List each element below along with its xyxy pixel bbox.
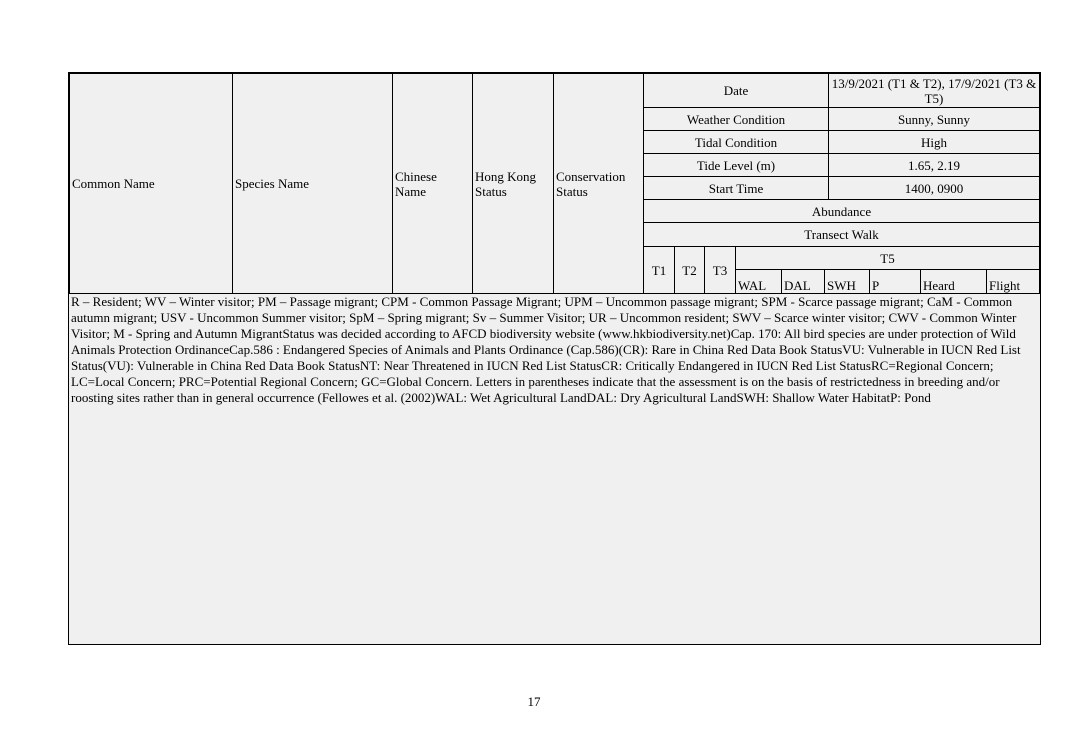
t5-sub-heard [920,269,987,294]
table-footnotes: R – Resident; WV – Winter visitor; PM – Passage migrant; CPM - Common Passage Migrant; UPM – Uncommon passage migrant; SPM - Scarce passage migrant; CaM - Common autumn migrant; USV - Uncommon Summer visitor; SpM – Spring migrant; Sv – Summer Visitor; UR – Uncommon resident; SWV – Scarce winter visitor; CWV - Common Winter Visitor; M - Spring and Autumn MigrantStatus was decided according to AFCD biodiversity website (www.hkbiodiversity.net)Cap. 170: All bird species are under protection of Wild Animals Protection OrdinanceCap.586 : Endangered Species of Animals and Plants Ordinance (Cap.586)(CR): Rare in China Red Data Book StatusVU: Vulnerable in IUCN Red List Status(VU): Vulnerable in China Red Data Book StatusNT: Near Threatened in IUCN Red List StatusCR: Critically Endangered in IUCN Red List StatusRC=Regional Concern; LC=Local Concern; PRC=Potential Regional Concern; GC=Global Concern. Letters in parentheses indicate that the assessment is on the basis of restrictedness in breeding and/or roosting sites rather than in general occurrence (Fellowes et al. (2002)WAL: Wet Agricultural LandDAL: Dry Agricultural LandSWH: Shallow Water HabitatP: Pond [71,294,1021,405]
bird-survey-table [68,72,1041,645]
t5-sub-swh [824,269,870,294]
header-chinese-name-text: Chinese Name [395,168,437,199]
info-label-tidal-text: Tidal Condition [694,134,778,150]
header-common-name-text: Common Name [72,176,155,191]
header-hk-status-text: Hong Kong Status [475,168,537,199]
header-species-name [232,73,393,294]
info-label-tide-level-text: Tide Level (m) [696,157,776,173]
t5-sub-dal [781,269,825,294]
t5-sub-p [869,269,921,294]
abundance-header-text: Abundance [811,203,872,219]
header-conservation-status-text: Conservation Status [556,168,626,199]
info-label-weather [643,107,829,131]
info-value-start-time-text: 1400, 0900 [904,180,964,196]
t5-sub-p-text: P [872,278,880,293]
transect-walk-header [643,222,1040,247]
transect-walk-header-text: Transect Walk [804,227,879,242]
abundance-header [643,199,1040,223]
info-label-date [643,73,829,108]
info-value-tidal-text: High [921,134,947,150]
header-species-name-text: Species Name [235,176,310,191]
header-chinese-name [392,73,473,294]
info-label-tidal [643,130,829,154]
transect-t2-text: T2 [682,262,697,278]
t5-sub-wal [735,269,782,294]
page-number: 17 [527,694,541,709]
t5-sub-heard-text: Heard [923,278,955,293]
info-label-date-text: Date [723,83,749,98]
info-value-weather-text: Sunny, Sunny [897,111,971,127]
t5-sub-flight [986,269,1040,294]
transect-t3-header [704,246,736,294]
info-value-weather [828,107,1040,131]
transect-t1-text: T1 [651,262,667,278]
info-label-start-time [643,176,829,200]
info-label-start-time-text: Start Time [708,180,764,196]
info-value-tide-level-text: 1.65, 2.19 [908,157,960,173]
transect-t2-header [674,246,705,294]
transect-t3-text: T3 [712,262,728,278]
t5-sub-dal-text: DAL [784,278,811,293]
t5-sub-flight-text: Flight [989,278,1021,293]
info-value-tidal [828,130,1040,154]
info-label-weather-text: Weather Condition [686,111,786,127]
transect-t5-header [735,246,1040,270]
info-label-tide-level [643,153,829,177]
header-common-name [69,73,233,294]
info-value-start-time [828,176,1040,200]
info-value-date [828,73,1040,108]
header-conservation-status [553,73,644,294]
transect-t5-text: T5 [880,250,895,266]
t5-sub-wal-text: WAL [738,278,767,293]
transect-t1-header [643,246,675,294]
info-value-date-text: 13/9/2021 (T1 & T2), 17/9/2021 (T3 & T5) [831,75,1037,106]
t5-sub-swh-text: SWH [827,278,856,293]
info-value-tide-level [828,153,1040,177]
header-hk-status [472,73,554,294]
